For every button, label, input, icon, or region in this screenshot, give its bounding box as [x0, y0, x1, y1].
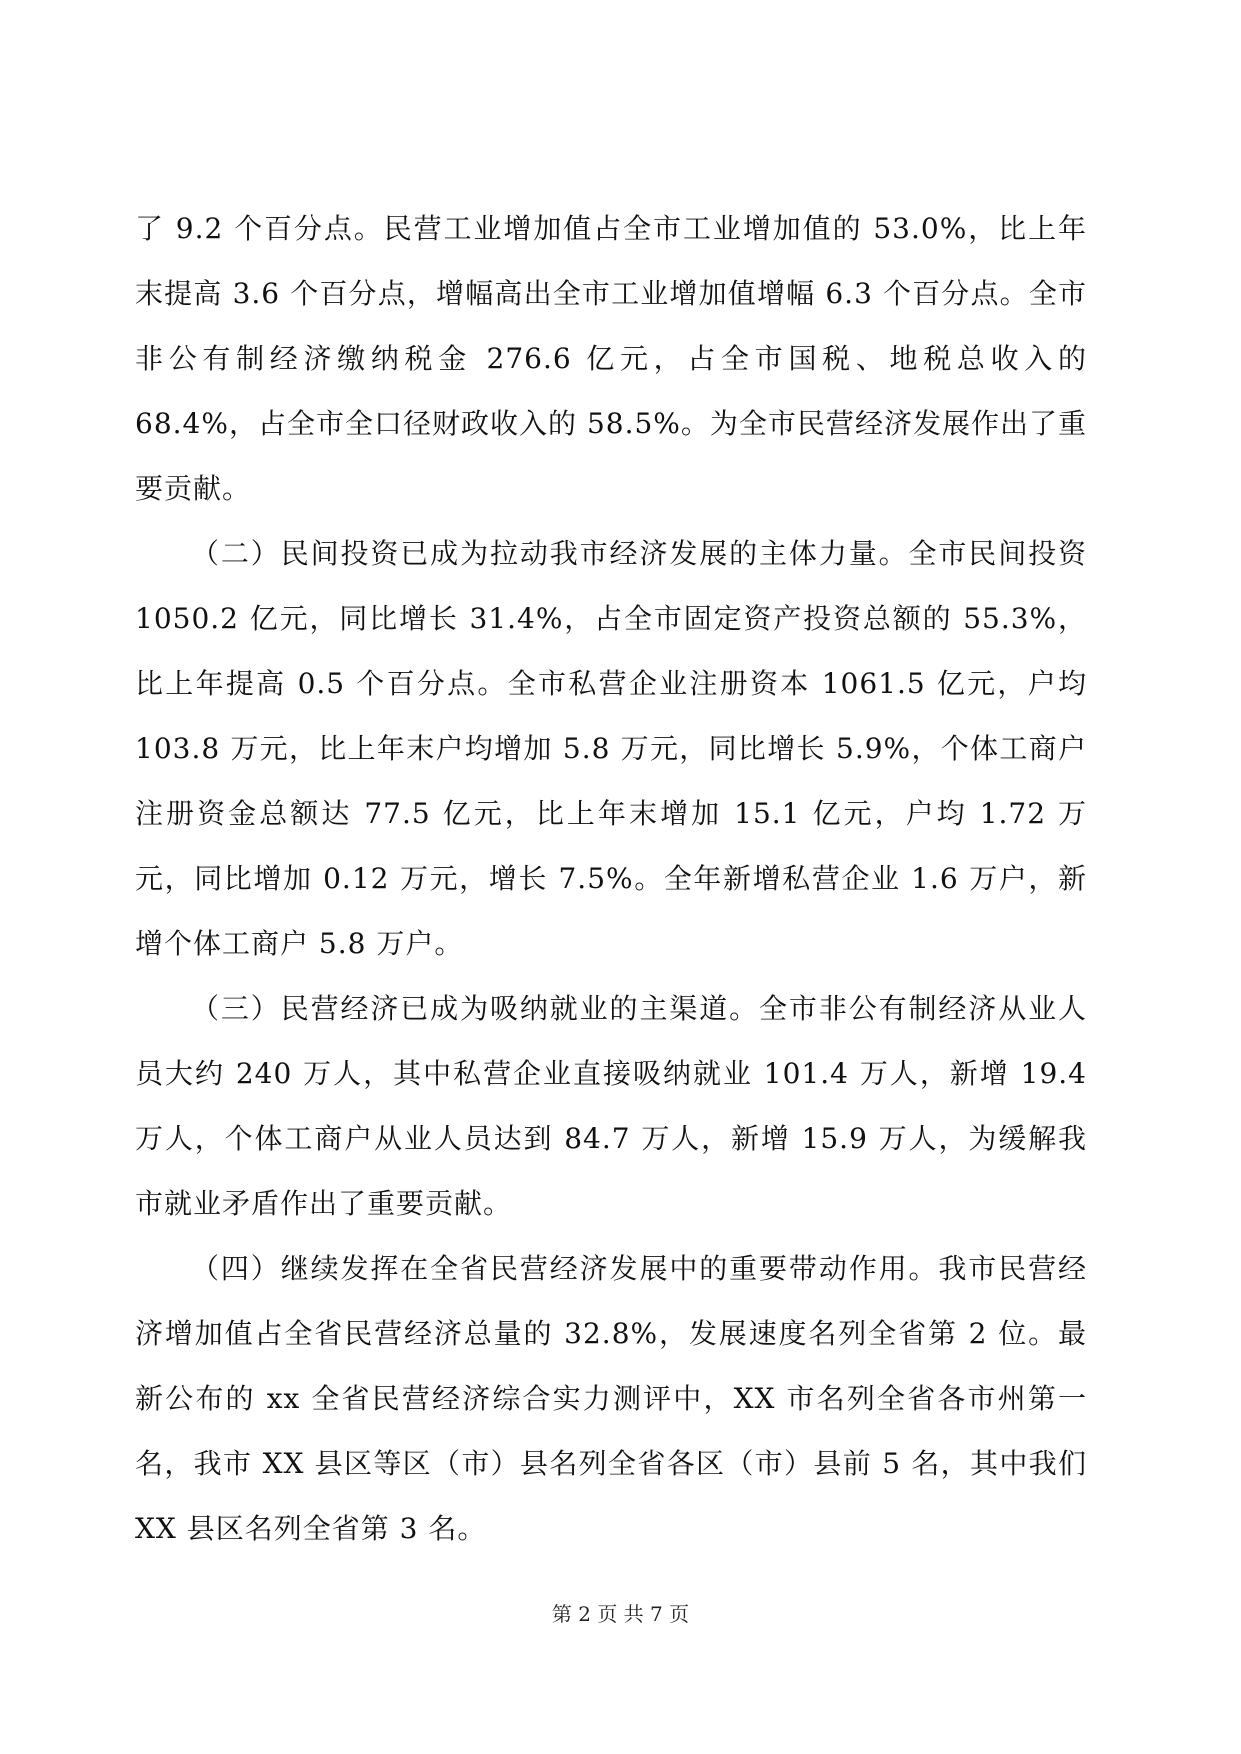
paragraph-continuation: 了 9.2 个百分点。民营工业增加值占全市工业增加值的 53.0%，比上年末提高 3.6 个百分点，增幅高出全市工业增加值增幅 6.3 个百分点。全市非公有制经济缴纳税金 276.6 亿元，占全市国税、地税总收入的 68.4%，占全市全口径财政收入的 58.5%。为全市民营经济发展作出了重要贡献。	[135, 212, 1087, 505]
paragraph-provincial-role: （四）继续发挥在全省民营经济发展中的重要带动作用。我市民营经济增加值占全省民营经济总量的 32.8%，发展速度名列全省第 2 位。最新公布的 xx 全省民营经济综合实力测评中，XX 市名列全省各市州第一名，我市 XX 县区等区（市）县名列全省各区（市）县前 5 名，其中我们 XX 县区名列全省第 3 名。	[135, 1252, 1087, 1545]
paragraph-employment: （三）民营经济已成为吸纳就业的主渠道。全市非公有制经济从业人员大约 240 万人，其中私营企业直接吸纳就业 101.4 万人，新增 19.4 万人，个体工商户从业人员达到 84.7 万人，新增 15.9 万人，为缓解我市就业矛盾作出了重要贡献。	[135, 992, 1087, 1220]
paragraph-private-investment: （二）民间投资已成为拉动我市经济发展的主体力量。全市民间投资 1050.2 亿元，同比增长 31.4%，占全市固定资产投资总额的 55.3%，比上年提高 0.5 个百分点。全市私营企业注册资本 1061.5 亿元，户均 103.8 万元，比上年末户均增加 5.8 万元，同比增长 5.9%，个体工商户注册资金总额达 77.5 亿元，比上年末增加 15.1 亿元，户均 1.72 万元，同比增加 0.12 万元，增长 7.5%。全年新增私营企业 1.6 万户，新增个体工商户 5.8 万户。	[135, 537, 1087, 960]
document-body	[135, 196, 1087, 1561]
page-footer: 第 2 页 共 7 页	[551, 1602, 690, 1626]
